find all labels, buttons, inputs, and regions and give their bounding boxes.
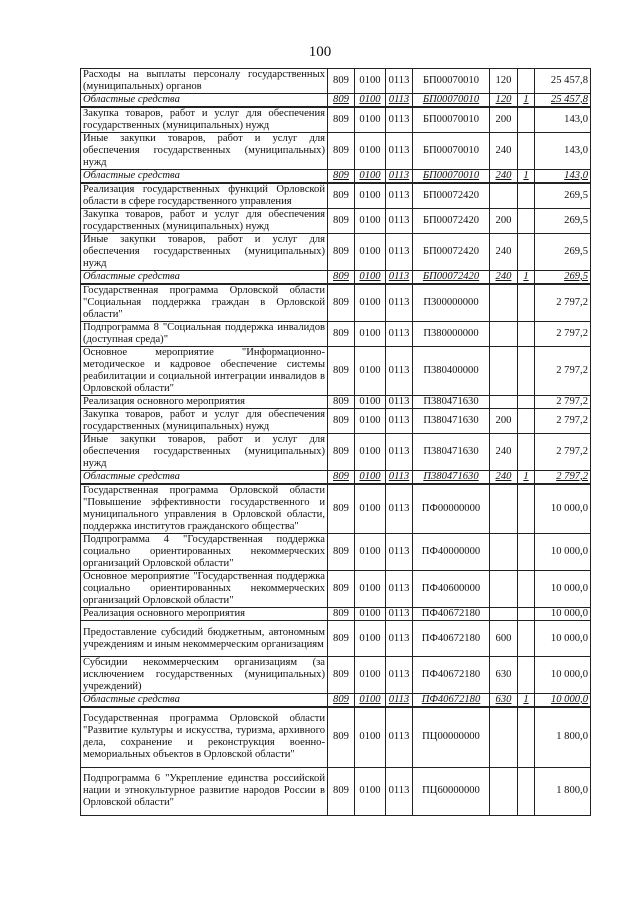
cell-vr: 240 (490, 170, 518, 184)
cell-vr: 240 (490, 434, 518, 471)
cell-sum: 2 797,2 (535, 322, 591, 347)
cell-src (518, 409, 535, 434)
cell-pr: 0113 (386, 434, 413, 471)
cell-name: Иные закупки товаров, работ и услуг для обеспечения государственных (муниципальных) нужд (81, 133, 328, 170)
cell-src: 1 (518, 94, 535, 108)
table-row (81, 209, 591, 234)
cell-grbs: 809 (328, 534, 355, 571)
cell-grbs: 809 (328, 694, 355, 708)
cell-csr: П380471630 (413, 396, 490, 409)
cell-csr: ПЦ00000000 (413, 707, 490, 767)
cell-sum: 10 000,0 (535, 621, 591, 657)
table-row (81, 170, 591, 184)
cell-csr: БП00070010 (413, 133, 490, 170)
cell-sum: 269,5 (535, 209, 591, 234)
table-row (81, 707, 591, 767)
cell-sum: 10 000,0 (535, 534, 591, 571)
table-row (81, 284, 591, 322)
cell-vr: 240 (490, 234, 518, 271)
table-row (81, 657, 591, 694)
cell-pr: 0113 (386, 621, 413, 657)
cell-pr: 0113 (386, 133, 413, 170)
cell-name: Реализация государственных функций Орловской области в сфере государственного управления (81, 183, 328, 209)
table-row (81, 409, 591, 434)
cell-pr: 0113 (386, 694, 413, 708)
cell-grbs: 809 (328, 284, 355, 322)
cell-grbs: 809 (328, 571, 355, 608)
table-row (81, 133, 591, 170)
cell-sum: 269,5 (535, 234, 591, 271)
cell-vr (490, 707, 518, 767)
cell-sum: 1 800,0 (535, 767, 591, 815)
cell-csr: П380000000 (413, 322, 490, 347)
cell-sum: 2 797,2 (535, 434, 591, 471)
cell-sum: 2 797,2 (535, 396, 591, 409)
budget-table-body (81, 69, 591, 816)
cell-vr (490, 347, 518, 396)
cell-rz: 0100 (355, 767, 386, 815)
cell-sum: 143,0 (535, 133, 591, 170)
cell-csr: ПФ40672180 (413, 621, 490, 657)
cell-vr: 240 (490, 133, 518, 170)
cell-src (518, 209, 535, 234)
cell-pr: 0113 (386, 170, 413, 184)
cell-grbs: 809 (328, 484, 355, 534)
cell-csr: П300000000 (413, 284, 490, 322)
cell-sum: 1 800,0 (535, 707, 591, 767)
cell-sum: 2 797,2 (535, 471, 591, 485)
cell-name: Закупка товаров, работ и услуг для обеспечения государственных (муниципальных) нужд (81, 409, 328, 434)
cell-vr: 630 (490, 657, 518, 694)
cell-csr: П380400000 (413, 347, 490, 396)
cell-name: Закупка товаров, работ и услуг для обеспечения государственных (муниципальных) нужд (81, 107, 328, 133)
cell-sum: 25 457,8 (535, 94, 591, 108)
cell-rz: 0100 (355, 183, 386, 209)
cell-csr: БП00072420 (413, 183, 490, 209)
cell-src (518, 571, 535, 608)
cell-rz: 0100 (355, 107, 386, 133)
cell-grbs: 809 (328, 657, 355, 694)
cell-csr: ПЦ60000000 (413, 767, 490, 815)
cell-csr: БП00072420 (413, 209, 490, 234)
cell-name: Субсидии некоммерческим организациям (за исключением государственных (муниципальных) учреждений) (81, 657, 328, 694)
cell-src (518, 396, 535, 409)
table-row (81, 234, 591, 271)
table-row (81, 608, 591, 621)
cell-pr: 0113 (386, 209, 413, 234)
cell-name: Государственная программа Орловской области "Повышение эффективности государственного и муниципального управления в Орловской области, поддержка институтов гражданского общества" (81, 484, 328, 534)
cell-vr (490, 571, 518, 608)
table-row (81, 534, 591, 571)
cell-sum: 10 000,0 (535, 608, 591, 621)
cell-pr: 0113 (386, 571, 413, 608)
cell-vr: 120 (490, 94, 518, 108)
cell-csr: П380471630 (413, 434, 490, 471)
cell-src (518, 621, 535, 657)
cell-grbs: 809 (328, 434, 355, 471)
cell-grbs: 809 (328, 409, 355, 434)
cell-src: 1 (518, 271, 535, 285)
cell-name: Областные средства (81, 271, 328, 285)
cell-sum: 269,5 (535, 271, 591, 285)
cell-name: Закупка товаров, работ и услуг для обеспечения государственных (муниципальных) нужд (81, 209, 328, 234)
cell-rz: 0100 (355, 170, 386, 184)
table-row (81, 107, 591, 133)
cell-src: 1 (518, 471, 535, 485)
table-row (81, 471, 591, 485)
cell-grbs: 809 (328, 347, 355, 396)
cell-sum: 25 457,8 (535, 69, 591, 94)
cell-name: Предоставление субсидий бюджетным, автономным учреждениям и иным некоммерческим организациям (81, 621, 328, 657)
cell-pr: 0113 (386, 657, 413, 694)
cell-rz: 0100 (355, 471, 386, 485)
cell-src (518, 434, 535, 471)
cell-csr: П380471630 (413, 409, 490, 434)
cell-src (518, 347, 535, 396)
cell-sum: 2 797,2 (535, 347, 591, 396)
cell-name: Подпрограмма 4 "Государственная поддержка социально ориентированных некоммерческих организаций Орловской области" (81, 534, 328, 571)
cell-grbs: 809 (328, 621, 355, 657)
cell-rz: 0100 (355, 133, 386, 170)
cell-sum: 10 000,0 (535, 694, 591, 708)
cell-grbs: 809 (328, 471, 355, 485)
cell-pr: 0113 (386, 396, 413, 409)
cell-pr: 0113 (386, 284, 413, 322)
cell-csr: ПФ40672180 (413, 657, 490, 694)
cell-vr (490, 484, 518, 534)
cell-name: Иные закупки товаров, работ и услуг для обеспечения государственных (муниципальных) нужд (81, 434, 328, 471)
cell-src (518, 107, 535, 133)
cell-grbs: 809 (328, 170, 355, 184)
cell-vr: 200 (490, 209, 518, 234)
cell-name: Областные средства (81, 94, 328, 108)
cell-vr: 600 (490, 621, 518, 657)
cell-pr: 0113 (386, 608, 413, 621)
table-row (81, 621, 591, 657)
cell-sum: 10 000,0 (535, 657, 591, 694)
cell-name: Реализация основного мероприятия (81, 396, 328, 409)
cell-src: 1 (518, 170, 535, 184)
cell-pr: 0113 (386, 94, 413, 108)
cell-name: Подпрограмма 6 "Укрепление единства российской нации и этнокультурное развитие народов России в Орловской области" (81, 767, 328, 815)
cell-rz: 0100 (355, 621, 386, 657)
table-row (81, 434, 591, 471)
cell-vr: 630 (490, 694, 518, 708)
cell-csr: ПФ40672180 (413, 608, 490, 621)
cell-pr: 0113 (386, 471, 413, 485)
cell-sum: 2 797,2 (535, 284, 591, 322)
cell-rz: 0100 (355, 69, 386, 94)
cell-src (518, 484, 535, 534)
cell-vr (490, 767, 518, 815)
cell-name: Областные средства (81, 694, 328, 708)
cell-rz: 0100 (355, 534, 386, 571)
cell-rz: 0100 (355, 571, 386, 608)
cell-name: Реализация основного мероприятия (81, 608, 328, 621)
cell-rz: 0100 (355, 608, 386, 621)
cell-name: Основное мероприятие "Информационно-методическое и кадровое обеспечение системы реабилитации и социальной интеграции инвалидов в Орловской области" (81, 347, 328, 396)
cell-rz: 0100 (355, 347, 386, 396)
cell-src (518, 608, 535, 621)
cell-vr: 240 (490, 271, 518, 285)
cell-rz: 0100 (355, 657, 386, 694)
cell-csr: ПФ40000000 (413, 534, 490, 571)
cell-src (518, 133, 535, 170)
cell-grbs: 809 (328, 608, 355, 621)
cell-rz: 0100 (355, 434, 386, 471)
cell-sum: 10 000,0 (535, 484, 591, 534)
table-row (81, 484, 591, 534)
cell-name: Государственная программа Орловской области "Социальная поддержка граждан в Орловской области" (81, 284, 328, 322)
cell-sum: 2 797,2 (535, 409, 591, 434)
cell-sum: 143,0 (535, 170, 591, 184)
cell-rz: 0100 (355, 707, 386, 767)
cell-csr: БП00070010 (413, 107, 490, 133)
cell-grbs: 809 (328, 707, 355, 767)
cell-name: Подпрограмма 8 "Социальная поддержка инвалидов (доступная среда)" (81, 322, 328, 347)
cell-rz: 0100 (355, 271, 386, 285)
cell-grbs: 809 (328, 322, 355, 347)
cell-pr: 0113 (386, 107, 413, 133)
table-row (81, 322, 591, 347)
cell-csr: БП00070010 (413, 94, 490, 108)
cell-name: Расходы на выплаты персоналу государственных (муниципальных) органов (81, 69, 328, 94)
page-number: 100 (308, 44, 332, 60)
cell-vr (490, 534, 518, 571)
table-row (81, 183, 591, 209)
cell-csr: БП00072420 (413, 271, 490, 285)
cell-vr: 120 (490, 69, 518, 94)
cell-src: 1 (518, 694, 535, 708)
cell-vr (490, 396, 518, 409)
cell-pr: 0113 (386, 767, 413, 815)
table-row (81, 69, 591, 94)
cell-rz: 0100 (355, 284, 386, 322)
cell-pr: 0113 (386, 69, 413, 94)
cell-grbs: 809 (328, 234, 355, 271)
cell-vr (490, 284, 518, 322)
cell-rz: 0100 (355, 209, 386, 234)
cell-src (518, 322, 535, 347)
budget-table (80, 68, 591, 816)
cell-sum: 269,5 (535, 183, 591, 209)
cell-src (518, 657, 535, 694)
cell-grbs: 809 (328, 271, 355, 285)
table-row (81, 571, 591, 608)
cell-name: Основное мероприятие "Государственная поддержка социально ориентированных некоммерческих организаций Орловской области" (81, 571, 328, 608)
cell-rz: 0100 (355, 322, 386, 347)
table-row (81, 271, 591, 285)
cell-pr: 0113 (386, 183, 413, 209)
cell-pr: 0113 (386, 271, 413, 285)
cell-pr: 0113 (386, 234, 413, 271)
cell-rz: 0100 (355, 234, 386, 271)
table-row (81, 767, 591, 815)
cell-rz: 0100 (355, 484, 386, 534)
cell-vr (490, 183, 518, 209)
cell-vr: 240 (490, 471, 518, 485)
cell-grbs: 809 (328, 69, 355, 94)
cell-csr: БП00070010 (413, 170, 490, 184)
cell-name: Областные средства (81, 170, 328, 184)
cell-csr: П380471630 (413, 471, 490, 485)
cell-name: Иные закупки товаров, работ и услуг для обеспечения государственных (муниципальных) нужд (81, 234, 328, 271)
cell-pr: 0113 (386, 484, 413, 534)
cell-grbs: 809 (328, 183, 355, 209)
cell-src (518, 234, 535, 271)
cell-rz: 0100 (355, 694, 386, 708)
cell-rz: 0100 (355, 396, 386, 409)
cell-csr: ПФ40600000 (413, 571, 490, 608)
cell-src (518, 284, 535, 322)
table-row (81, 396, 591, 409)
cell-grbs: 809 (328, 396, 355, 409)
cell-grbs: 809 (328, 94, 355, 108)
cell-sum: 143,0 (535, 107, 591, 133)
cell-name: Областные средства (81, 471, 328, 485)
cell-csr: БП00070010 (413, 69, 490, 94)
cell-src (518, 534, 535, 571)
cell-csr: ПФ40672180 (413, 694, 490, 708)
cell-vr (490, 322, 518, 347)
cell-pr: 0113 (386, 707, 413, 767)
cell-sum: 10 000,0 (535, 571, 591, 608)
cell-pr: 0113 (386, 409, 413, 434)
cell-src (518, 707, 535, 767)
cell-vr: 200 (490, 409, 518, 434)
cell-name: Государственная программа Орловской области "Развитие культуры и искусства, туризма, архивного дела, сохранение и реконструкция военно-мемориальных объектов в Орловской области" (81, 707, 328, 767)
cell-vr (490, 608, 518, 621)
cell-src (518, 767, 535, 815)
cell-pr: 0113 (386, 322, 413, 347)
cell-grbs: 809 (328, 209, 355, 234)
table-row (81, 347, 591, 396)
cell-src (518, 69, 535, 94)
cell-pr: 0113 (386, 534, 413, 571)
cell-grbs: 809 (328, 767, 355, 815)
cell-csr: БП00072420 (413, 234, 490, 271)
table-row (81, 694, 591, 708)
cell-grbs: 809 (328, 107, 355, 133)
cell-src (518, 183, 535, 209)
cell-vr: 200 (490, 107, 518, 133)
cell-rz: 0100 (355, 94, 386, 108)
cell-csr: ПФ00000000 (413, 484, 490, 534)
table-row (81, 94, 591, 108)
cell-grbs: 809 (328, 133, 355, 170)
cell-rz: 0100 (355, 409, 386, 434)
cell-pr: 0113 (386, 347, 413, 396)
